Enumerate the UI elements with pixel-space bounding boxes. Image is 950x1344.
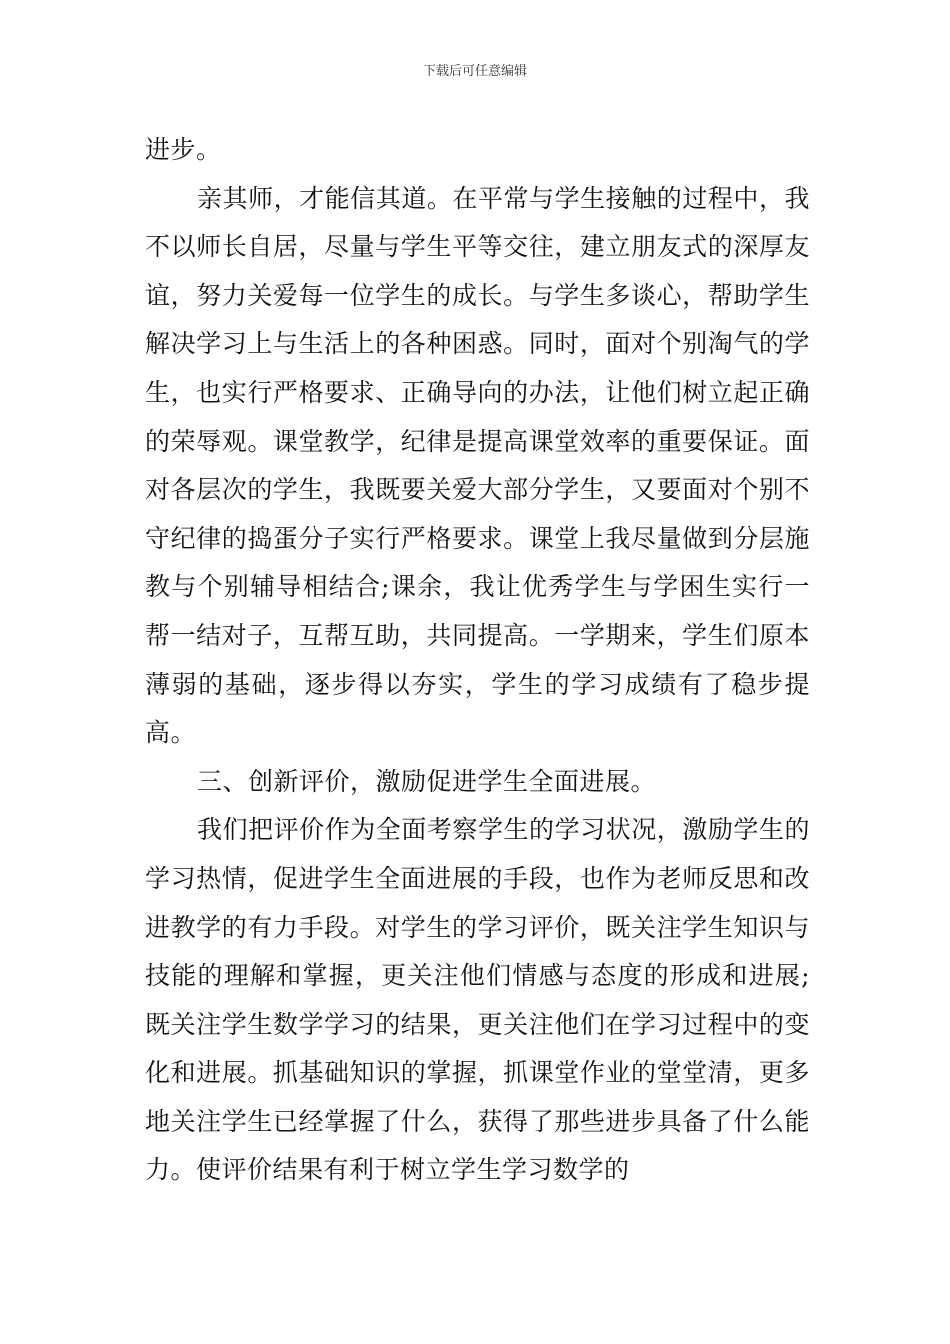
document-body xyxy=(145,126,810,1195)
paragraph-evaluation: 我们把评价作为全面考察学生的学习状况，激励学生的学习热情，促进学生全面进展的手段，也作为老师反思和改进教学的有力手段。对学生的学习评价，既关注学生知识与技能的理解和掌握，更关注他们情感与态度的形成和进展;既关注学生数学学习的结果，更关注他们在学习过程中的变化和进展。抓基础知识的掌握，抓课堂作业的堂堂清，更多地关注学生已经掌握了什么，获得了那些进步具备了什么能力。使评价结果有利于树立学生学习数学的 xyxy=(145,815,810,1185)
section-heading-innovative-evaluation: 三、创新评价，激励促进学生全面进展。 xyxy=(197,766,657,796)
paragraph-continuation: 进步。 xyxy=(145,135,222,164)
page-header: 下载后可任意编辑 xyxy=(422,64,527,79)
paragraph-teacher-student-relationship: 亲其师，才能信其道。在平常与学生接触的过程中，我不以师长自居，尽量与学生平等交往，建立朋友式的深厚友谊，努力关爱每一位学生的成长。与学生多谈心，帮助学生解决学习上与生活上的各种困惑。同时，面对个别淘气的学生，也实行严格要求、正确导向的办法，让他们树立起正确的荣辱观。课堂教学，纪律是提高课堂效率的重要保证。面对各层次的学生，我既要关爱大部分学生，又要面对个别不守纪律的捣蛋分子实行严格要求。课堂上我尽量做到分层施教与个别辅导相结合;课余，我让优秀学生与学困生实行一帮一结对子，互帮互助，共同提高。一学期来，学生们原本薄弱的基础，逐步得以夯实，学生的学习成绩有了稳步提高。 xyxy=(145,183,810,748)
